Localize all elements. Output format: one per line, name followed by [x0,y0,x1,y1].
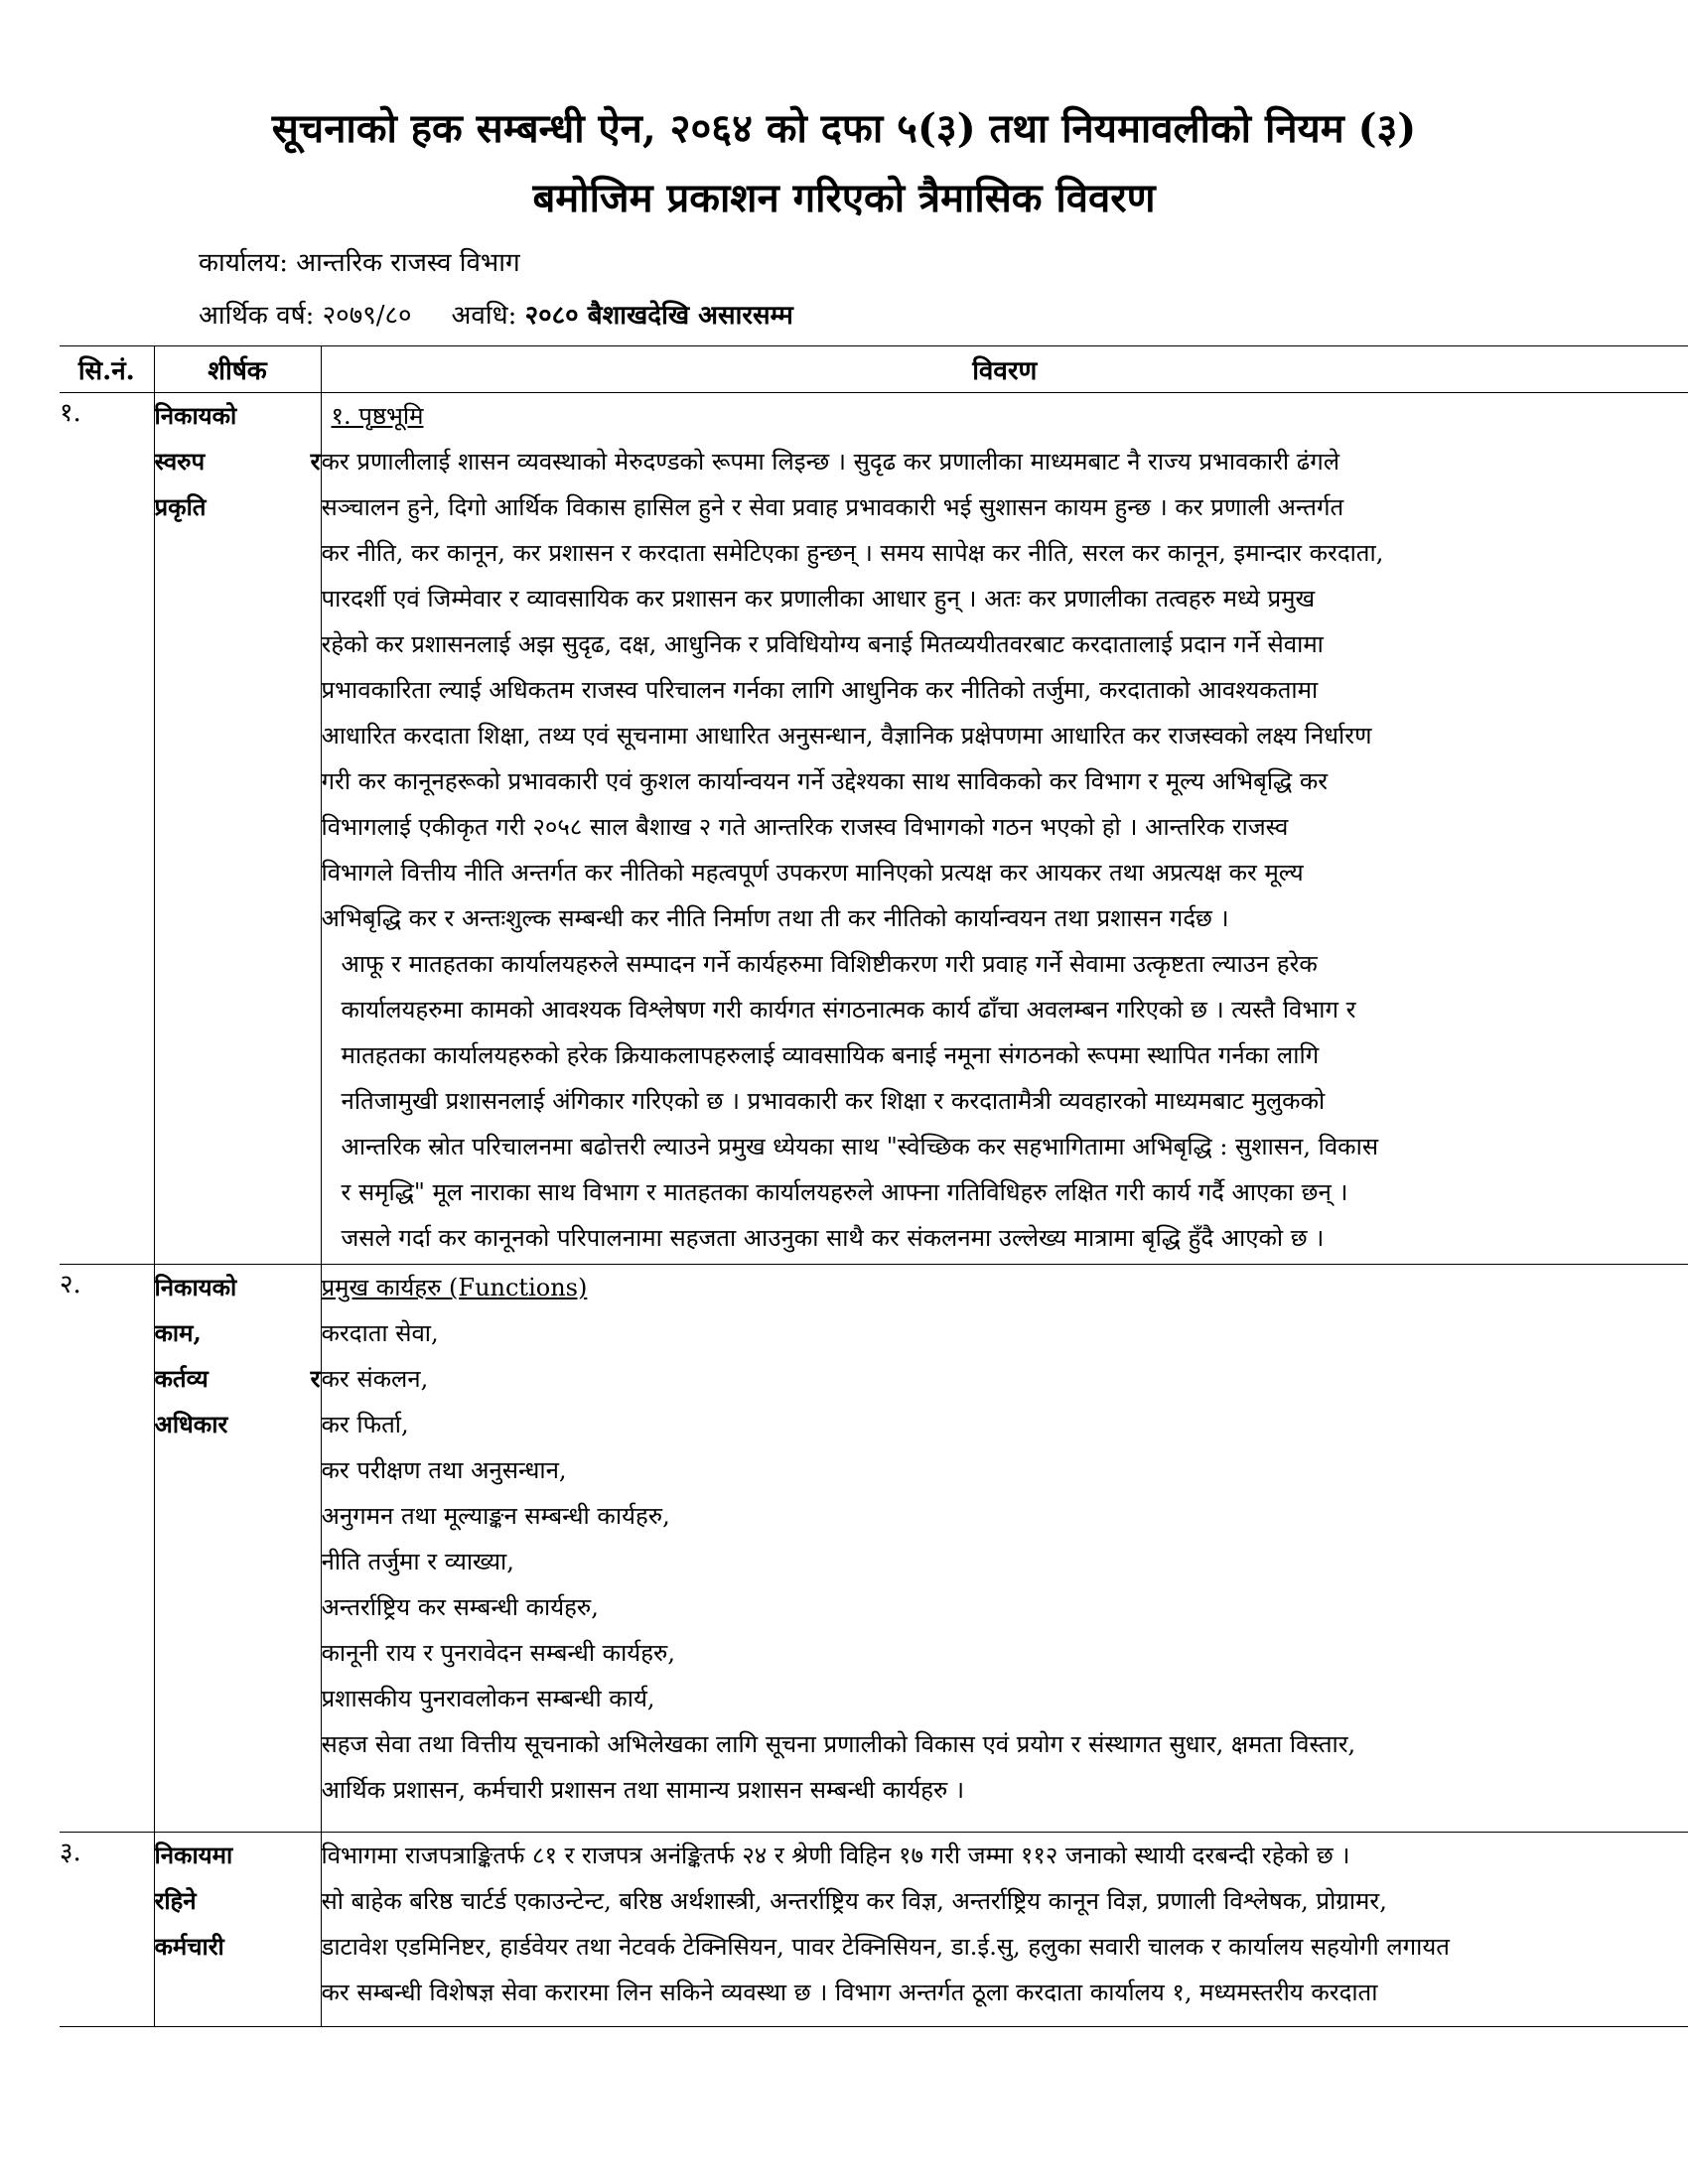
list-item: आर्थिक प्रशासन, कर्मचारी प्रशासन तथा सामान्य प्रशासन सम्बन्धी कार्यहरु । [321,1776,965,1804]
row-description [321,393,1688,1265]
row-title [154,1265,321,1833]
para-line: कार्यालयहरुमा कामको आवश्यक विश्लेषण गरी कार्यगत संगठनात्मक कार्य ढाँचा अवलम्बन गरिएको छ । त्यस्तै विभाग र [341,996,1356,1024]
para-line: डाटावेश एडमिनिष्टर, हार्डवेयर तथा नेटवर्क टेक्निसियन, पावर टेक्निसियन, डा.ई.सु, हलुका सवारी चालक र कार्यालय सहयोगी लगायत [321,1933,1450,1961]
document-title [149,94,1539,233]
para-line: कर नीति, कर कानून, कर प्रशासन र करदाता समेटिएका हुन्छन् । समय सापेक्ष कर नीति, सरल कर कानून, इमान्दार करदाता, [321,539,1384,567]
table-header-row [60,346,1688,393]
para-line: कर सम्बन्धी विशेषज्ञ सेवा करारमा लिन सकिने व्यवस्था छ । विभाग अन्तर्गत ठूला करदाता कार्यालय १, मध्यमस्तरीय करदाता [321,1979,1378,2006]
title-line-1: सूचनाको हक सम्बन्धी ऐन, २०६४ को दफा ५(३) तथा नियमावलीको नियम (३) [271,105,1417,152]
title-line-2: बमोजिम प्रकाशन गरिएको त्रैमासिक विवरण [532,175,1156,221]
table-row [60,393,1688,1265]
row-title-line: निकायको [154,1273,237,1301]
section-heading: प्रमुख कार्यहरु (Functions) [321,1274,588,1301]
para-line: अभिबृद्धि कर र अन्तःशुल्क सम्बन्धी कर नीति निर्माण तथा ती कर नीतिको कार्यान्वयन तथा प्रशासन गर्दछ । [321,904,1229,932]
row-serial: २. [60,1265,154,1833]
para-line: आफू र मातहतका कार्यालयहरुले सम्पादन गर्ने कार्यहरुमा विशिष्टीकरण गरी प्रवाह गर्ने सेवामा उत्कृष्टता ल्याउन हरेक [341,950,1318,978]
row-title [154,1833,321,2027]
row-title-line: निकायमा [154,1841,233,1869]
para-line: र समृद्धि" मूल नाराका साथ विभाग र मातहतका कार्यालयहरुले आफ्ना गतिविधिहरु लक्षित गरी कार्य गर्दै आएका छन् । [341,1178,1348,1206]
info-table [60,345,1688,2027]
para-line: रहेको कर प्रशासनलाई अझ सुदृढ, दक्ष, आधुनिक र प्रविधियोग्य बनाई मितव्ययीतवरबाट करदातालाई प्रदान गर्ने सेवामा [321,630,1324,658]
table-row [60,1265,1688,1833]
list-item: अनुगमन तथा मूल्याङ्कन सम्बन्धी कार्यहरु, [321,1502,670,1530]
row-serial: १. [60,393,154,1265]
column-header-sn: सि.नं. [60,346,154,393]
para-line: विभागले वित्तीय नीति अन्तर्गत कर नीतिको महत्वपूर्ण उपकरण मानिएको प्रत्यक्ष कर आयकर तथा अप्रत्यक्ष कर मूल्य [321,859,1304,887]
fiscal-year: आर्थिक वर्ष: २०७९/८० [199,301,412,331]
row-title-line: निकायको [154,401,237,430]
row-title-line: रहिने [154,1886,197,1915]
table-row [60,1833,1688,2027]
para-line: गरी कर कानूनहरूको प्रभावकारी एवं कुशल कार्यान्वयन गर्ने उद्देश्यका साथ साविकको कर विभाग र मूल्य अभिबृद्धि कर [321,767,1329,795]
list-item: प्रशासकीय पुनरावलोकन सम्बन्धी कार्य, [321,1685,655,1712]
fiscal-period-line [199,296,793,336]
row-description [321,1833,1688,2027]
para-line: आधारित करदाता शिक्षा, तथ्य एवं सूचनामा आधारित अनुसन्धान, वैज्ञानिक प्रक्षेपणमा आधारित कर राजस्वको लक्ष्य निर्धारण [321,722,1372,750]
para-line: आन्तरिक स्रोत परिचालनमा बढोत्तरी ल्याउने प्रमुख ध्येयका साथ "स्वेच्छिक कर सहभागितामा अभिबृद्धि : सुशासन, विकास [341,1133,1379,1160]
row-title-line: अधिकार [154,1410,228,1438]
para-line: मातहतका कार्यालयहरुको हरेक क्रियाकलापहरुलाई व्यावसायिक बनाई नमूना संगठनको रूपमा स्थापित गर्नका लागि [341,1041,1320,1069]
para-line: सञ्चालन हुने, दिगो आर्थिक विकास हासिल हुने र सेवा प्रवाह प्रभावकारी भई सुशासन कायम हुन्छ । कर प्रणाली अन्तर्गत [321,493,1344,521]
para-line: कर प्रणालीलाई शासन व्यवस्थाको मेरुदण्डको रूपमा लिइन्छ । सुदृढ कर प्रणालीका माध्यमबाट नै राज्य प्रभावकारी ढंगले [321,448,1340,476]
list-item: कानूनी राय र पुनरावेदन सम्बन्धी कार्यहरु, [321,1639,675,1667]
para-line: विभागमा राजपत्राङ्कितर्फ ८१ र राजपत्र अनंङ्कितर्फ २४ र श्रेणी विहिन १७ गरी जम्मा ११२ जनाको स्थायी दरबन्दी रहेको छ । [321,1842,1350,1869]
row-title-line: प्रकृति [154,492,207,521]
list-item: कर परीक्षण तथा अनुसन्धान, [321,1456,567,1484]
row-serial: ३. [60,1833,154,2027]
list-item: अन्तर्राष्ट्रिय कर सम्बन्धी कार्यहरु, [321,1593,599,1621]
office-line: कार्यालय: आन्तरिक राजस्व विभाग [199,248,520,278]
column-header-title: शीर्षक [154,346,321,393]
para-line: सो बाहेक बरिष्ठ चार्टर्ड एकाउन्टेन्ट, बरिष्ठ अर्थशास्त्री, अन्तर्राष्ट्रिय कर विज्ञ, अन्तर्राष्ट्रिय कानून विज्ञ, प्रणाली विश्लेषक, प्रोग्रामर, [321,1887,1387,1915]
para-line: पारदर्शी एवं जिम्मेवार र व्यावसायिक कर प्रशासन कर प्रणालीका आधार हुन् । अतः कर प्रणालीका तत्वहरु मध्ये प्रमुख [321,585,1316,613]
row-description [321,1265,1688,1833]
row-title [154,393,321,1265]
para-line: प्रभावकारिता ल्याई अधिकतम राजस्व परिचालन गर्नका लागि आधुनिक कर नीतिको तर्जुमा, करदाताको आवश्यकतामा [321,676,1319,704]
row-title-line: काम, [154,1318,202,1347]
period-label: अवधि: [451,301,517,331]
row-title-line: स्वरुप र [154,447,321,476]
para-line: विभागलाई एकीकृत गरी २०५८ साल बैशाख २ गते आन्तरिक राजस्व विभागको गठन भएको हो । आन्तरिक राजस्व [321,813,1289,841]
para-line: नतिजामुखी प्रशासनलाई अंगिकार गरिएको छ । प्रभावकारी कर शिक्षा र करदातामैत्री व्यवहारको माध्यमबाट मुलुकको [341,1087,1326,1115]
section-heading: १. पृष्ठभूमि [331,402,424,430]
para-line: जसले गर्दा कर कानूनको परिपालनामा सहजता आउनुका साथै कर संकलनमा उल्लेख्य मात्रामा बृद्धि हुँदै आएको छ । [341,1224,1325,1252]
list-item: कर संकलन, [321,1365,429,1393]
row-title-line: कर्मचारी [154,1932,224,1961]
row-title-line: कर्तव्य र [154,1364,321,1393]
column-header-description: विवरण [321,346,1688,393]
list-item: कर फिर्ता, [321,1411,409,1438]
period-value: २०८० बैशाखदेखि असारसम्म [524,301,793,331]
list-item: सहज सेवा तथा वित्तीय सूचनाको अभिलेखका लागि सूचना प्रणालीको विकास एवं प्रयोग र संस्थागत सुधार, क्षमता विस्तार, [321,1730,1356,1758]
list-item: करदाता सेवा, [321,1319,439,1347]
list-item: नीति तर्जुमा र व्याख्या, [321,1548,514,1575]
